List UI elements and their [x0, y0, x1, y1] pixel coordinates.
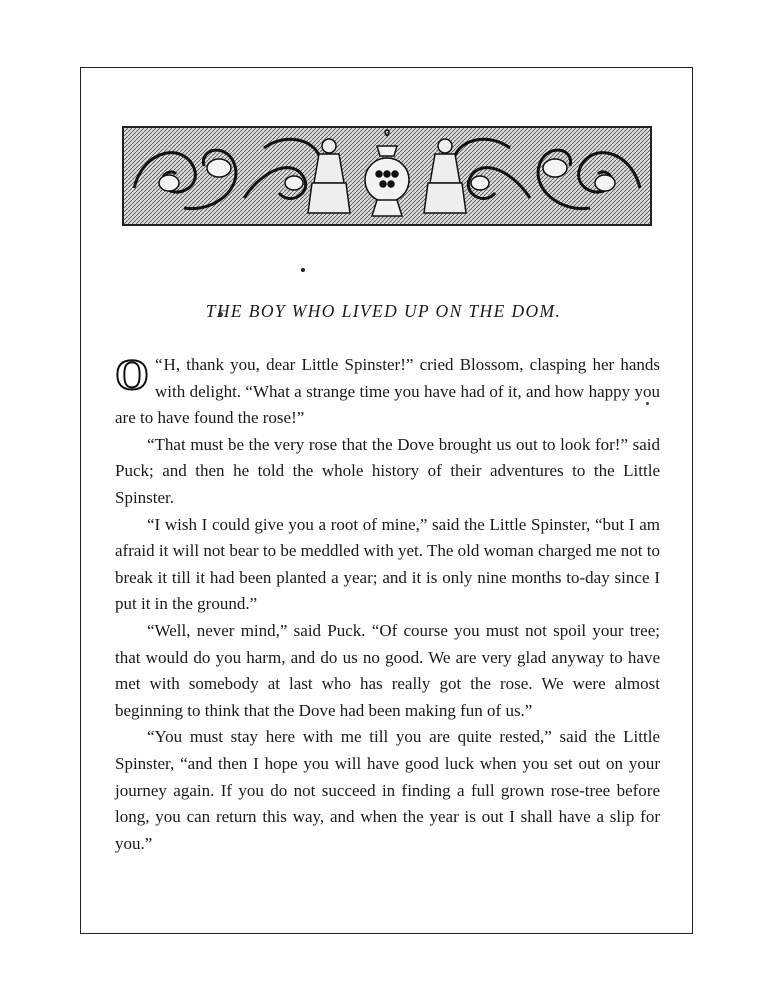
ornamental-headpiece-icon: [122, 126, 652, 226]
paragraph-1-text: H, thank you, dear Little Spinster!” cried Blossom, clasping her hands with delight. “What a strange time you have had of it, and how happy you are to have found the rose!”: [115, 355, 660, 428]
paragraph-5: “You must stay here with me till you are quite rested,” said the Little Spinster, “and then I hope you will have good luck when you set out on your journey again. If you do not succeed in finding a full grown rose-tree before long, you can return this way, and when the year is out I shall have a slip for you.”: [115, 727, 660, 853]
chapter-title: THE BOY WHO LIVED UP ON THE DOM.: [205, 301, 562, 321]
opening-quote: “: [155, 355, 163, 374]
ink-speck: [301, 268, 305, 272]
paragraph-3: “I wish I could give you a root of mine,” said the Little Spinster, “but I am afraid it will not bear to be meddled with yet. The old woman charged me not to break it till it had been planted a year; and it is only nine months to-day since I put it in the ground.”: [115, 514, 660, 614]
body-text: [115, 352, 660, 857]
paragraph-2: “That must be the very rose that the Dove brought us out to look for!” said Puck; and then he told the whole history of their adventures to the Little Spinster.: [115, 434, 660, 507]
drop-cap: O: [115, 352, 149, 399]
paragraph-4: “Well, never mind,” said Puck. “Of course you must not spoil your tree; that would do you harm, and do us no good. We are very glad anyway to have met with somebody at last who has really got the rose. We were almost beginning to think that the Dove had been making fun of us.”: [115, 620, 660, 720]
paragraph-1: [115, 352, 660, 432]
